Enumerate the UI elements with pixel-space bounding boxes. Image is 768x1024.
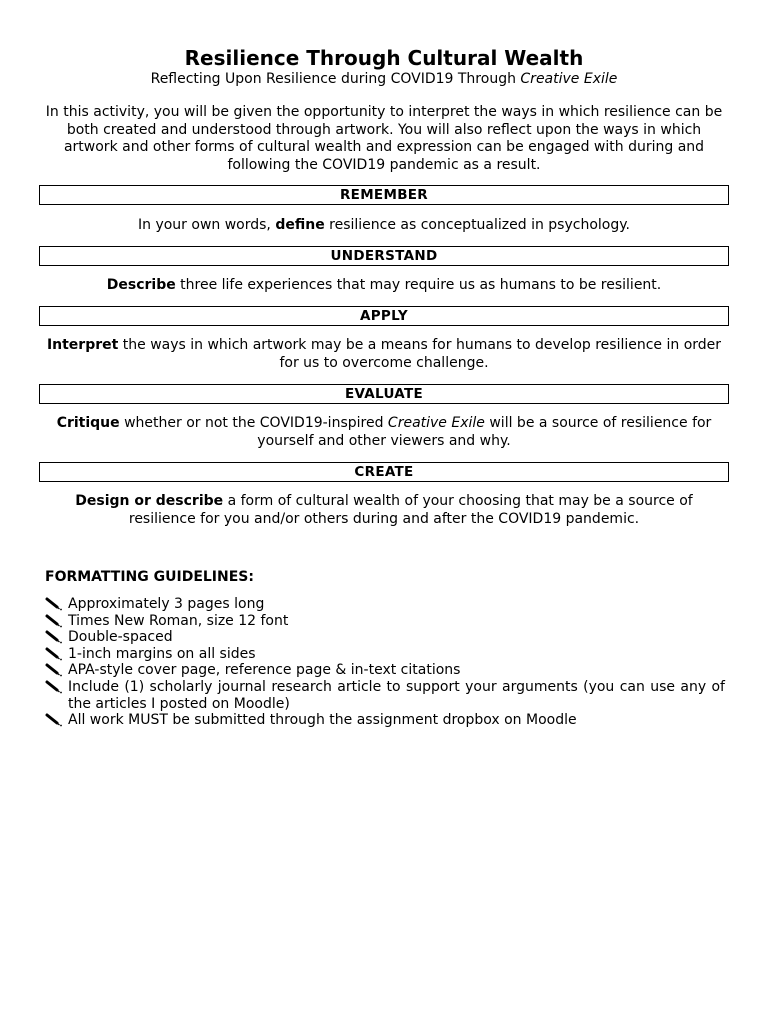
prompt-text: a form of cultural wealth of your choosing that may be a source of resilience for you and/or others during and after the COVID19 pandemic.: [128, 493, 693, 527]
list-item: [45, 646, 725, 663]
pencil-icon: [45, 663, 63, 677]
guideline-text: All work MUST be submitted through the assignment dropbox on Moodle: [68, 712, 577, 729]
section-heading-create: CREATE: [39, 462, 729, 482]
section-heading-apply: APPLY: [39, 306, 729, 326]
page-title: Resilience Through Cultural Wealth: [184, 46, 584, 70]
pencil-icon: [45, 597, 63, 611]
list-item: [45, 662, 725, 679]
subtitle-text: Reflecting Upon Resilience during COVID19 Through: [150, 71, 521, 87]
prompt-text: whether or not the COVID19-inspired: [119, 415, 388, 431]
list-item: [45, 679, 725, 712]
pencil-icon: [45, 680, 63, 694]
list-item: [45, 613, 725, 630]
formatting-guidelines-list: [45, 596, 725, 729]
pencil-icon: [45, 630, 63, 644]
prompt-text: three life experiences that may require us as humans to be resilient.: [175, 277, 662, 293]
prompt-keyword: Design or describe: [75, 493, 224, 509]
section-prompt-evaluate: [40, 415, 728, 450]
guideline-text: Approximately 3 pages long: [68, 596, 265, 612]
list-item: [45, 712, 725, 729]
section-prompt-apply: [40, 337, 728, 372]
pencil-icon: [45, 647, 63, 661]
prompt-text: resilience as conceptualized in psychology.: [324, 217, 630, 233]
prompt-italic-title: Creative Exile: [387, 415, 485, 431]
list-item: [45, 629, 725, 646]
section-heading-evaluate: EVALUATE: [39, 384, 729, 404]
guideline-text: APA-style cover page, reference page & in-text citations: [68, 662, 461, 679]
section-heading-remember: REMEMBER: [39, 185, 729, 205]
section-heading-understand: UNDERSTAND: [39, 246, 729, 266]
pencil-icon: [45, 713, 63, 727]
prompt-text: the ways in which artwork may be a means for humans to develop resilience in order for us to overcome challenge.: [118, 337, 722, 371]
guideline-text: Times New Roman, size 12 font: [68, 612, 289, 629]
intro-paragraph: In this activity, you will be given the opportunity to interpret the ways in which resilience can be both created and understood through artwork. You will also reflect upon the ways in which artwork and other forms of cultural wealth and expression can be engaged with during and following the COVID19 pandemic as a result.: [45, 104, 723, 173]
formatting-heading: FORMATTING GUIDELINES:: [45, 569, 254, 585]
prompt-text: will be a source of resilience for yourself and other viewers and why.: [257, 415, 712, 449]
pencil-icon: [45, 614, 63, 628]
guideline-text: 1-inch margins on all sides: [68, 645, 256, 662]
section-prompt-create: [40, 493, 728, 528]
prompt-text: In your own words,: [138, 217, 276, 233]
prompt-keyword: Describe: [106, 277, 176, 293]
prompt-keyword: define: [275, 217, 325, 233]
prompt-keyword: Critique: [56, 415, 120, 431]
page-subtitle: [0, 70, 768, 88]
list-item: [45, 596, 725, 613]
section-prompt-understand: [40, 277, 728, 295]
guideline-text: Include (1) scholarly journal research article to support your arguments (you can use any of the articles I posted on Moodle): [68, 678, 725, 712]
section-prompt-remember: [40, 217, 728, 235]
subtitle-italic-text: Creative Exile: [520, 71, 618, 87]
prompt-keyword: Interpret: [46, 337, 119, 353]
guideline-text: Double-spaced: [68, 629, 173, 646]
